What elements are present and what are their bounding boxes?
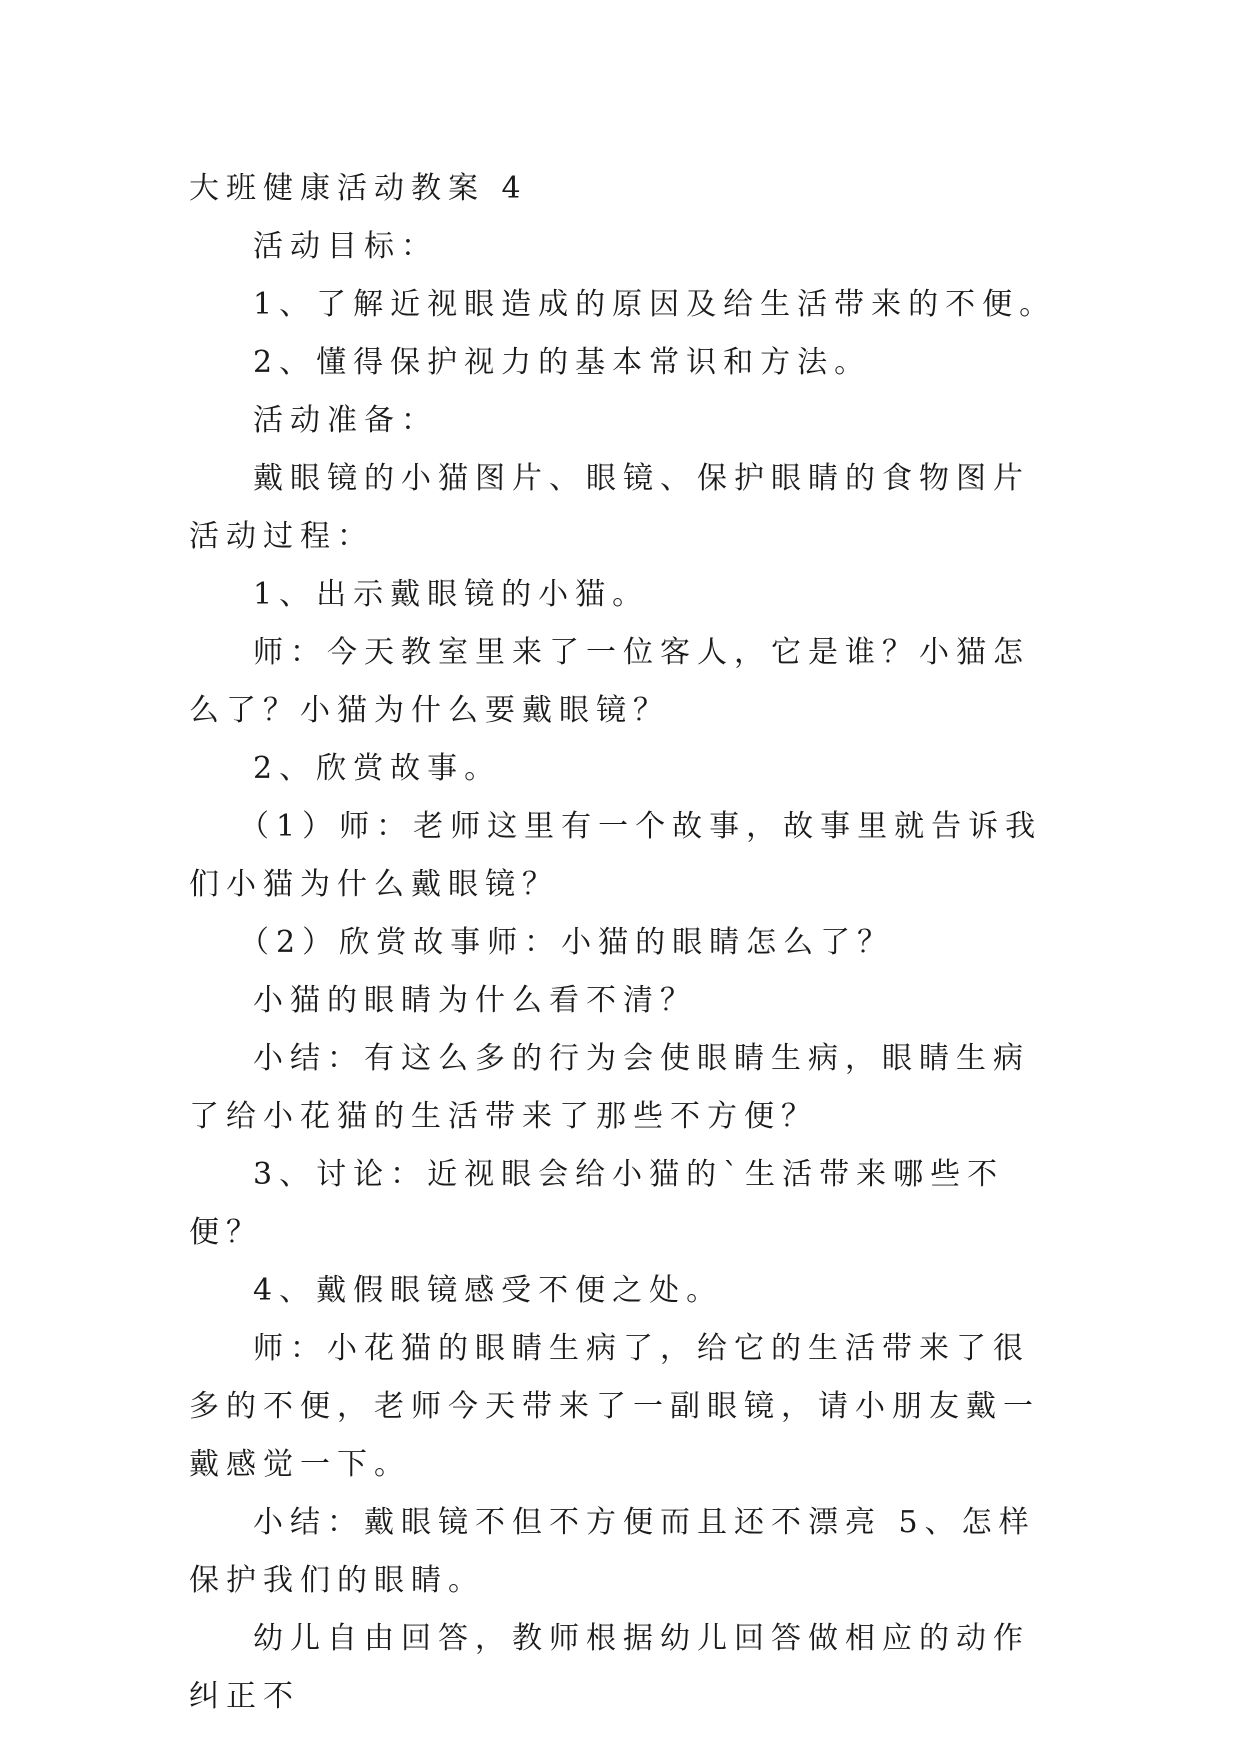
paragraph-children-answer: 幼儿自由回答，教师根据幼儿回答做相应的动作纠正不	[189, 1621, 1030, 1714]
paragraph-step-4: 4、戴假眼镜感受不便之处。	[253, 1273, 724, 1308]
paragraph-objectives-heading: 活动目标：	[253, 229, 438, 264]
paragraph-teacher-question: 师：今天教室里来了一位客人，它是谁？小猫怎么了？小猫为什么要戴眼镜？	[189, 635, 1030, 728]
paragraph-teacher-glasses: 师：小花猫的眼睛生病了，给它的生活带来了很多的不便，老师今天带来了一副眼镜，请小朋友戴一戴感觉一下。	[189, 1331, 1040, 1482]
paragraph-step-2-1: （1）师：老师这里有一个故事，故事里就告诉我们小猫为什么戴眼镜？	[189, 809, 1043, 902]
paragraph-step-2-2: （2）欣赏故事师：小猫的眼睛怎么了？	[239, 925, 895, 960]
paragraph-summary-2: 小结：戴眼镜不但不方便而且还不漂亮 5、怎样保护我们的眼睛。	[189, 1505, 1036, 1598]
paragraph-objective-2: 2、懂得保护视力的基本常识和方法。	[253, 345, 872, 380]
paragraph-summary-1: 小结：有这么多的行为会使眼睛生病，眼睛生病了给小花猫的生活带来了那些不方便？	[189, 1041, 1030, 1134]
paragraph-step-3: 3、讨论：近视眼会给小猫的`生活带来哪些不便？	[189, 1157, 1005, 1250]
paragraph-preparation: 戴眼镜的小猫图片、眼镜、保护眼睛的食物图片活动过程：	[189, 461, 1030, 554]
paragraph-step-2: 2、欣赏故事。	[253, 751, 502, 786]
document-body	[189, 160, 1065, 1726]
paragraph-preparation-heading: 活动准备：	[253, 403, 438, 438]
paragraph-why-blurry: 小猫的眼睛为什么看不清？	[253, 983, 697, 1018]
paragraph-objective-1: 1、了解近视眼造成的原因及给生活带来的不便。	[253, 287, 1057, 322]
document-title: 大班健康活动教案 4	[189, 171, 528, 206]
paragraph-step-1: 1、出示戴眼镜的小猫。	[253, 577, 650, 612]
